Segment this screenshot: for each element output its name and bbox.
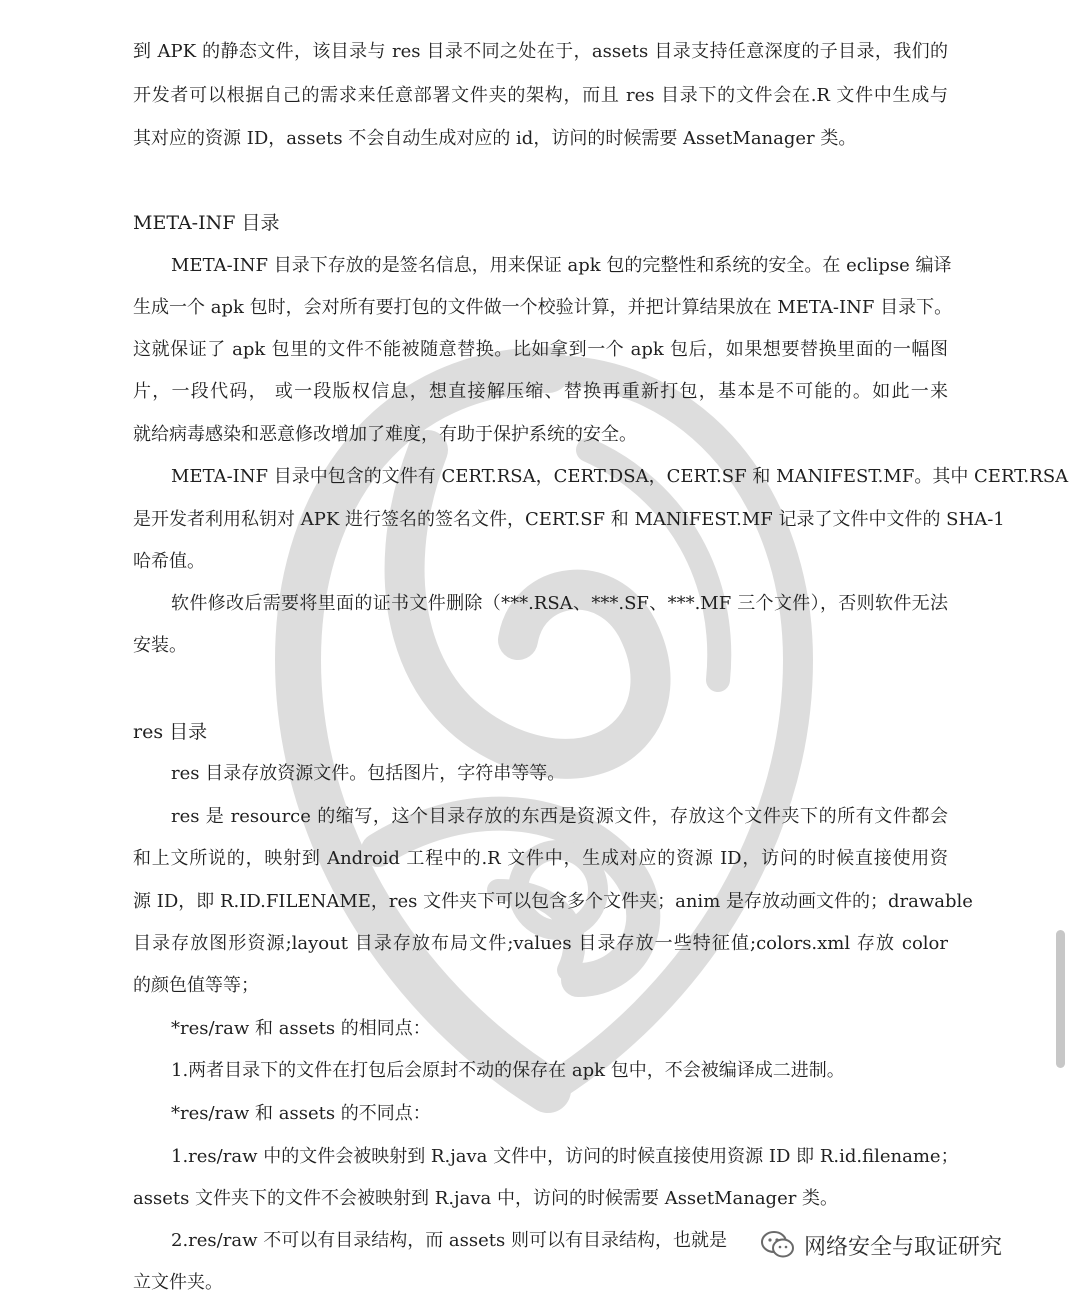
paragraph-line: 和上文所说的，映射到 Android 工程中的.R 文件中，生成对应的资源 ID，访问的时候直接使用资: [133, 848, 948, 869]
paragraph-line: 开发者可以根据自己的需求来任意部署文件夹的架构，而且 res 目录下的文件会在.R 文件中生成与: [133, 85, 948, 106]
paragraph-line: META-INF 目录下存放的是签名信息，用来保证 apk 包的完整性和系统的安全。在 eclipse 编译: [171, 255, 952, 276]
paragraph-line: res 是 resource 的缩写，这个目录存放的东西是资源文件，存放这个文件夹下的所有文件都会: [171, 806, 948, 827]
paragraph-line: 2.res/raw 不可以有目录结构，而 assets 则可以有目录结构，也就是: [171, 1230, 727, 1251]
paragraph-line: 哈希值。: [133, 551, 205, 572]
section-heading-res: res 目录: [133, 721, 208, 743]
paragraph-line: 源 ID，即 R.ID.FILENAME，res 文件夹下可以包含多个文件夹；anim 是存放动画文件的；drawable: [133, 891, 973, 912]
paragraph-line: 1.res/raw 中的文件会被映射到 R.java 文件中，访问的时候直接使用资源 ID 即 R.id.filename；: [171, 1146, 959, 1167]
paragraph-line: res 目录存放资源文件。包括图片，字符串等等。: [171, 763, 566, 784]
paragraph-line: 这就保证了 apk 包里的文件不能被随意替换。比如拿到一个 apk 包后，如果想要替换里面的一幅图: [133, 339, 948, 360]
paragraph-line: 就给病毒感染和恶意修改增加了难度，有助于保护系统的安全。: [133, 424, 637, 445]
paragraph-line: 到 APK 的静态文件，该目录与 res 目录不同之处在于，assets 目录支持任意深度的子目录，我们的: [133, 41, 948, 62]
paragraph-line: 软件修改后需要将里面的证书文件删除（***.RSA、***.SF、***.MF 三个文件），否则软件无法: [171, 593, 948, 614]
paragraph-line: *res/raw 和 assets 的不同点：: [171, 1103, 431, 1124]
paragraph-line: 其对应的资源 ID，assets 不会自动生成对应的 id，访问的时候需要 AssetManager 类。: [133, 128, 857, 149]
paragraph-line: 目录存放图形资源;layout 目录存放布局文件;values 目录存放一些特征值;colors.xml 存放 color: [133, 933, 948, 954]
wechat-account-name: 网络安全与取证研究: [804, 1234, 1003, 1260]
paragraph-line: 生成一个 apk 包时，会对所有要打包的文件做一个校验计算，并把计算结果放在 META-INF 目录下。: [133, 297, 953, 318]
paragraph-line: 安装。: [133, 635, 187, 656]
section-heading-meta-inf: META-INF 目录: [133, 212, 280, 234]
paragraph-line: 的颜色值等等；: [133, 975, 259, 996]
paragraph-line: *res/raw 和 assets 的相同点：: [171, 1018, 431, 1039]
paragraph-line: META-INF 目录中包含的文件有 CERT.RSA，CERT.DSA，CERT.SF 和 MANIFEST.MF。其中 CERT.RSA: [171, 466, 1069, 487]
paragraph-line: assets 文件夹下的文件不会被映射到 R.java 中，访问的时候需要 AssetManager 类。: [133, 1188, 839, 1209]
paragraph-line: 立文件夹。: [133, 1272, 223, 1293]
paragraph-line: 1.两者目录下的文件在打包后会原封不动的保存在 apk 包中，不会被编译成二进制。: [171, 1060, 845, 1081]
paragraph-line: 片，一段代码， 或一段版权信息，想直接解压缩、替换再重新打包，基本是不可能的。如此一来: [133, 381, 948, 402]
paragraph-line: 是开发者利用私钥对 APK 进行签名的签名文件，CERT.SF 和 MANIFEST.MF 记录了文件中文件的 SHA-1: [133, 509, 1005, 530]
